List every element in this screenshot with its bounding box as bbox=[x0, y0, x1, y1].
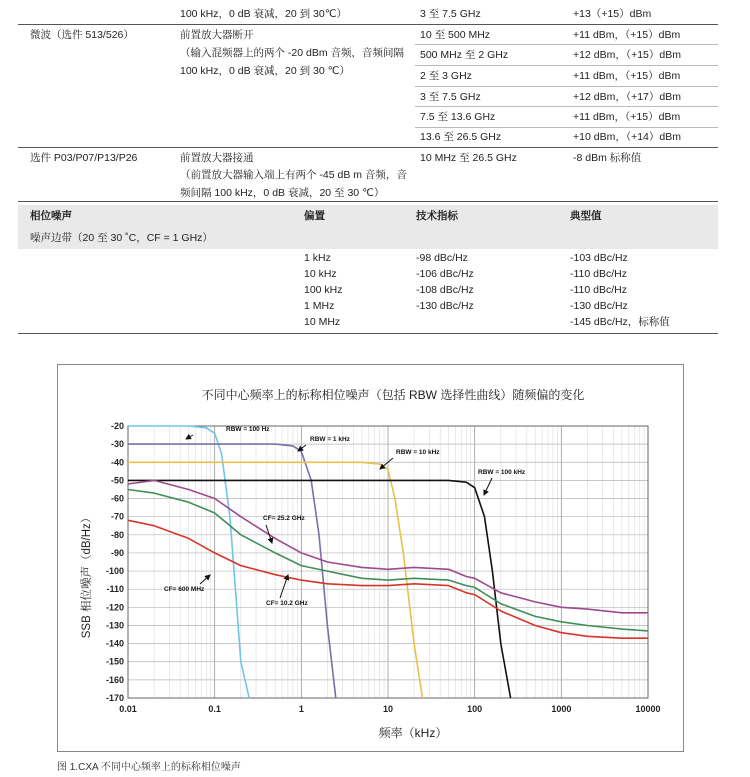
x-tick-label: 10 bbox=[382, 704, 394, 714]
y-tick-label: -160 bbox=[105, 674, 124, 685]
pn-spec-1: -106 dBc/Hz bbox=[416, 268, 474, 280]
mw-value-5: +10 dBm，（+14）dBm bbox=[573, 131, 681, 143]
typical-header: 典型值 bbox=[570, 210, 602, 222]
pn-typical-3: -130 dBc/Hz bbox=[570, 300, 628, 312]
y-tick-label: -60 bbox=[110, 493, 124, 504]
row0-value: +13（+15）dBm bbox=[573, 8, 652, 20]
mw-value-2: +11 dBm，（+15）dBm bbox=[573, 70, 681, 82]
pn-offset-0: 1 kHz bbox=[304, 252, 331, 264]
pn-offset-2: 100 kHz bbox=[304, 284, 343, 296]
annotation-arrow bbox=[186, 435, 193, 439]
pn-offset-1: 10 kHz bbox=[304, 268, 337, 280]
mw-value-4: +11 dBm，（+15）dBm bbox=[573, 111, 681, 123]
mw-range-3: 3 至 7.5 GHz bbox=[420, 91, 481, 103]
y-tick-label: -110 bbox=[106, 584, 124, 595]
annotation-arrow bbox=[380, 458, 393, 469]
microwave-label: 微波（选件 513/526） bbox=[30, 29, 134, 41]
x-tick-label: 0.1 bbox=[208, 704, 221, 714]
offset-header: 偏置 bbox=[304, 210, 325, 222]
pn-typical-0: -103 dBc/Hz bbox=[570, 252, 628, 264]
figure-caption: 图 1.CXA 不同中心频率上的标称相位噪声 bbox=[57, 762, 241, 773]
pn-offset-3: 1 MHz bbox=[304, 300, 335, 312]
microwave-condition: 前置放大器断开 bbox=[180, 29, 254, 41]
mw-range-1: 500 MHz 至 2 GHz bbox=[420, 49, 509, 61]
preamp-condition-detail: （前置放大器输入端上有两个 -45 dB m 音频，音频间隔 100 kHz，0 dB 衰减，20 至 30 ℃） bbox=[180, 169, 407, 199]
y-axis-label: SSB 相位噪声（dB/Hz） bbox=[81, 511, 93, 639]
pn-spec-0: -98 dBc/Hz bbox=[416, 252, 468, 264]
mw-value-1: +12 dBm，（+15）dBm bbox=[573, 49, 681, 61]
annotation-label: CF= 25.2 GHz bbox=[263, 515, 305, 522]
preamp-condition: 前置放大器接通 bbox=[180, 152, 254, 164]
y-tick-label: -20 bbox=[110, 421, 124, 431]
annotation-arrow bbox=[280, 575, 288, 598]
microwave-condition-detail: （输入混频器上的两个 -20 dBm 音频，音频间隔 100 kHz，0 dB 衰减，20 到 30 ℃） bbox=[180, 47, 405, 77]
preamp-label: 选件 P03/P07/P13/P26 bbox=[30, 152, 138, 164]
y-tick-label: -40 bbox=[110, 457, 124, 468]
y-tick-label: -100 bbox=[105, 566, 124, 577]
x-tick-label: 1000 bbox=[551, 704, 572, 714]
pn-typical-4: -145 dBc/Hz，标称值 bbox=[570, 316, 670, 328]
mw-value-3: +12 dBm，（+17）dBm bbox=[573, 91, 681, 103]
y-tick-label: -130 bbox=[105, 620, 124, 631]
mw-range-4: 7.5 至 13.6 GHz bbox=[420, 111, 496, 123]
pn-offset-4: 10 MHz bbox=[304, 316, 341, 328]
phase-noise-title: 相位噪声 bbox=[30, 210, 72, 222]
y-tick-label: -140 bbox=[105, 638, 124, 649]
y-tick-label: -90 bbox=[110, 547, 124, 558]
pn-spec-2: -108 dBc/Hz bbox=[416, 284, 474, 296]
pn-typical-2: -110 dBc/Hz bbox=[570, 284, 627, 296]
spec-header: 技术指标 bbox=[416, 210, 458, 222]
mw-range-2: 2 至 3 GHz bbox=[420, 70, 472, 82]
x-tick-label: 0.01 bbox=[119, 704, 137, 714]
annotation-label: RBW = 10 kHz bbox=[396, 449, 440, 456]
annotation-label: RBW = 1 kHz bbox=[310, 436, 350, 443]
phase-noise-chart bbox=[58, 365, 683, 751]
row0-range: 3 至 7.5 GHz bbox=[420, 8, 481, 20]
pn-typical-1: -110 dBc/Hz bbox=[570, 268, 627, 280]
y-tick-label: -50 bbox=[110, 475, 124, 486]
annotation-label: RBW = 100 kHz bbox=[478, 469, 526, 476]
chart-ticks bbox=[106, 421, 661, 714]
annotation-label: RBW = 100 Hz bbox=[226, 426, 270, 433]
chart-title: 不同中心频率上的标称相位噪声（包括 RBW 选择性曲线）随频偏的变化 bbox=[201, 388, 585, 402]
mw-range-0: 10 至 500 MHz bbox=[420, 29, 491, 41]
preamp-range: 10 MHz 至 26.5 GHz bbox=[420, 152, 517, 164]
phase-noise-subtitle: 噪声边带（20 至 30 ˚C，CF = 1 GHz） bbox=[30, 232, 213, 244]
chart-frame bbox=[57, 364, 684, 752]
chart-grid bbox=[128, 426, 648, 698]
pn-spec-3: -130 dBc/Hz bbox=[416, 300, 474, 312]
mw-value-0: +11 dBm，（+15）dBm bbox=[573, 29, 681, 41]
y-tick-label: -150 bbox=[105, 656, 124, 667]
y-tick-label: -120 bbox=[105, 602, 124, 613]
y-tick-label: -170 bbox=[105, 693, 124, 703]
x-tick-label: 100 bbox=[467, 704, 483, 714]
x-axis-label: 频率（kHz） bbox=[378, 726, 448, 740]
annotation-label: CF= 600 MHz bbox=[164, 586, 205, 593]
y-tick-label: -80 bbox=[110, 529, 124, 540]
annotation-arrow bbox=[298, 445, 306, 451]
preamp-value: -8 dBm 标称值 bbox=[573, 152, 642, 164]
y-tick-label: -70 bbox=[110, 511, 124, 522]
annotation-label: CF= 10.2 GHz bbox=[266, 600, 308, 607]
y-tick-label: -30 bbox=[110, 439, 124, 450]
mw-range-5: 13.6 至 26.5 GHz bbox=[420, 131, 502, 143]
x-tick-label: 1 bbox=[298, 704, 304, 714]
row0-condition: 100 kHz，0 dB 衰减，20 到 30℃） bbox=[180, 8, 348, 20]
x-tick-label: 10000 bbox=[635, 704, 661, 714]
